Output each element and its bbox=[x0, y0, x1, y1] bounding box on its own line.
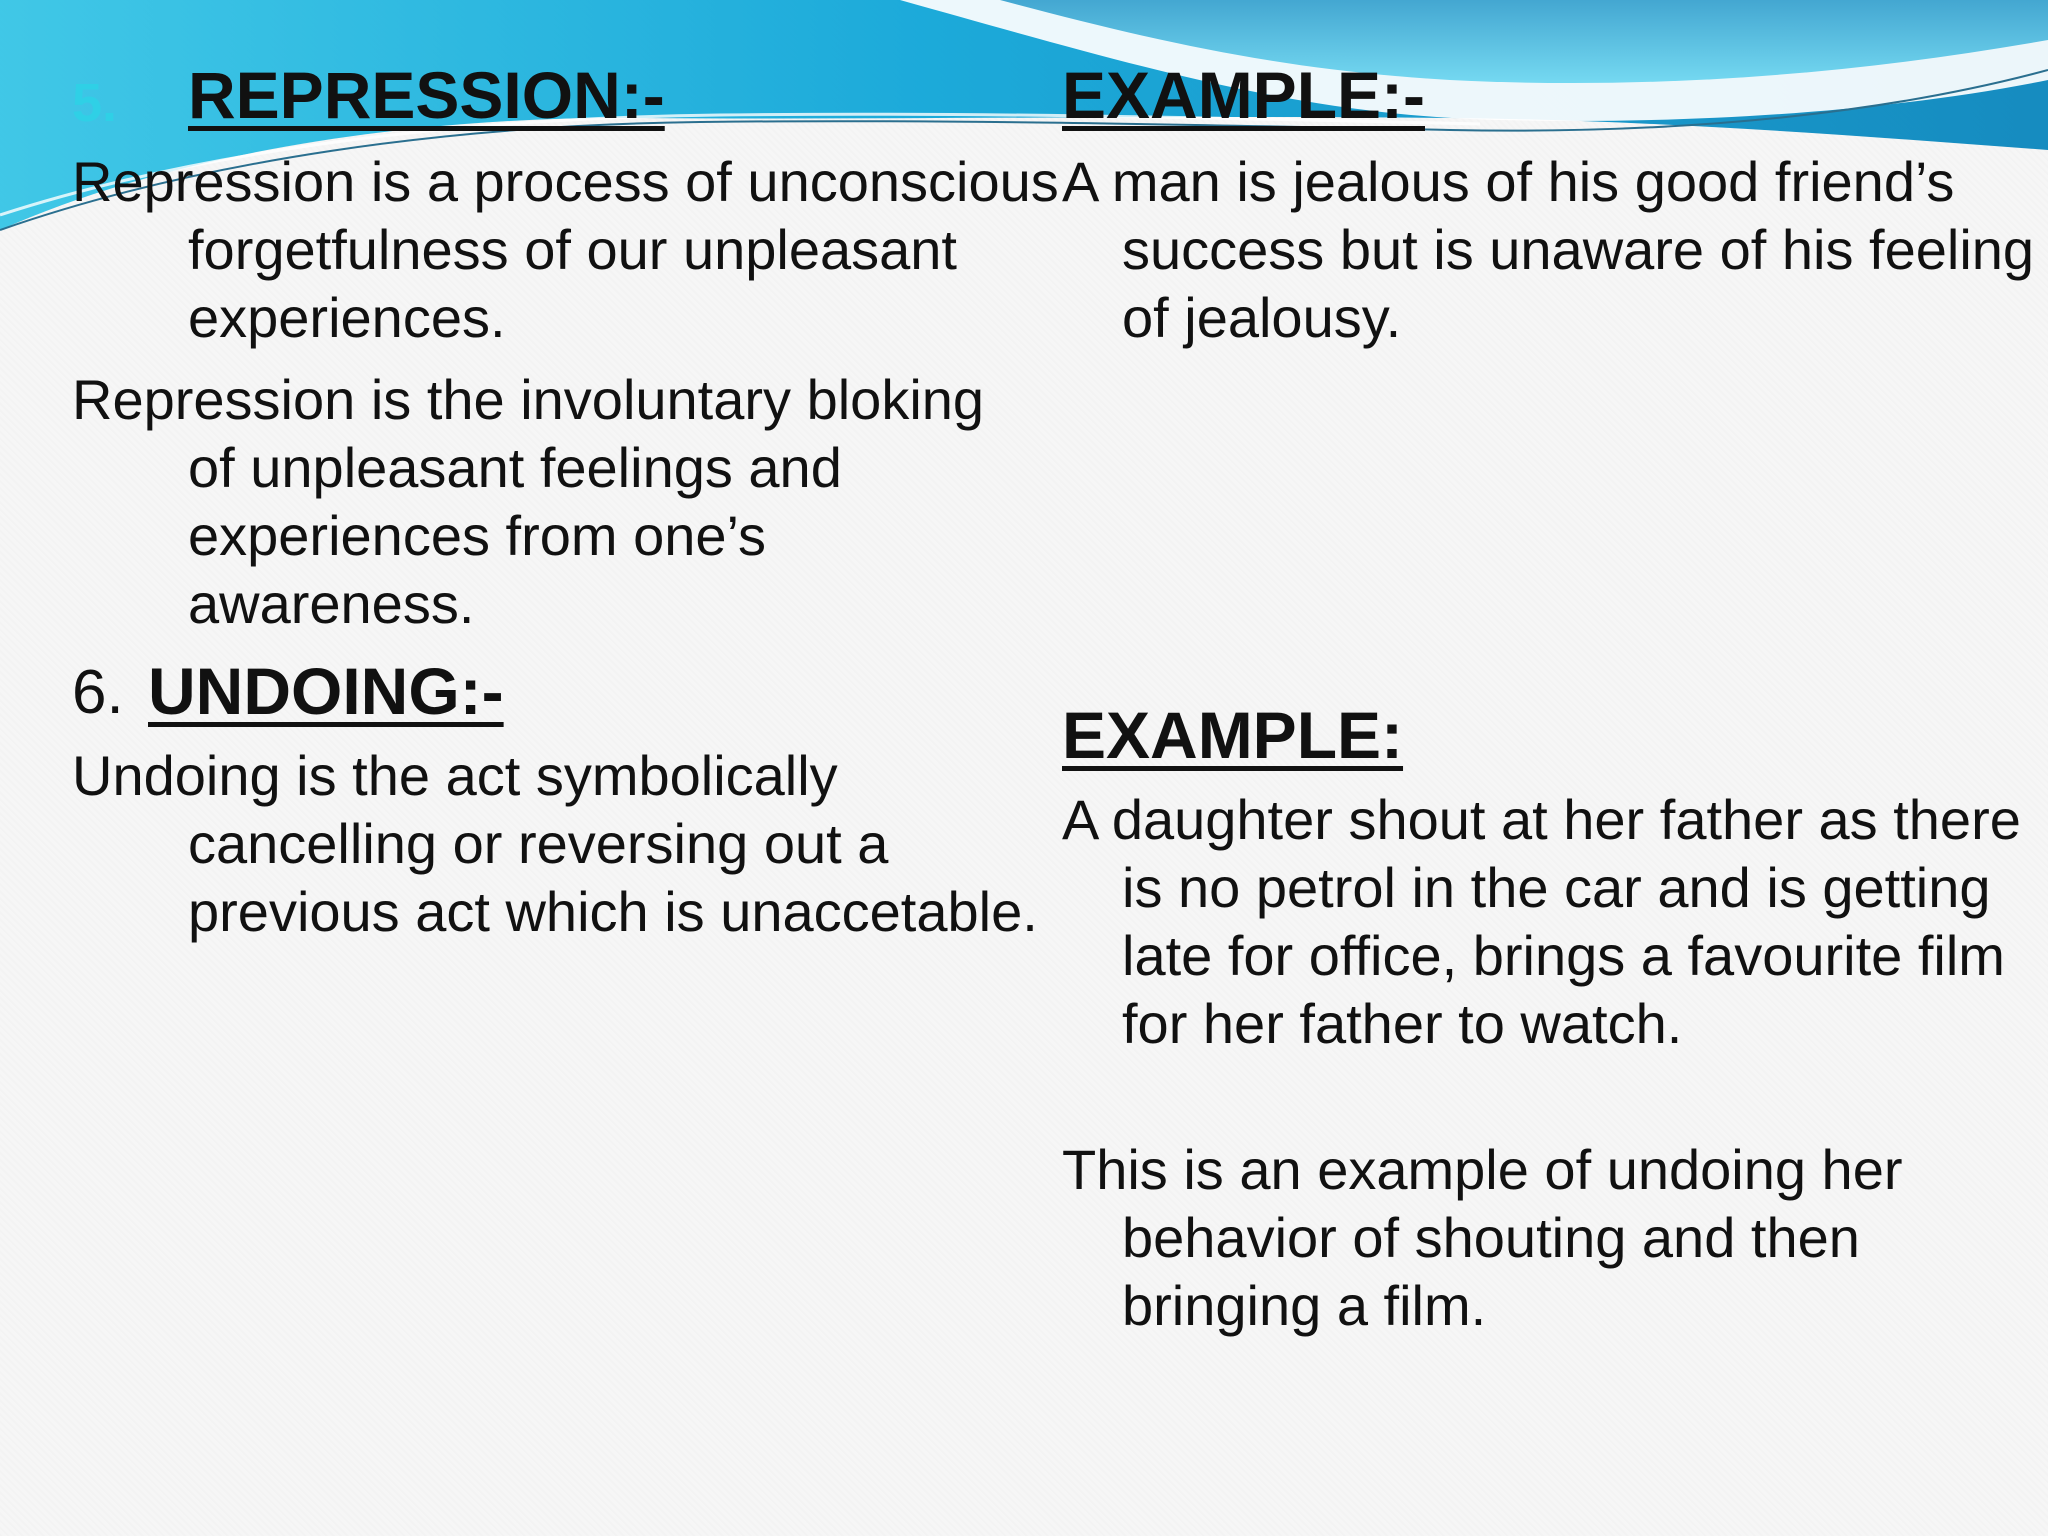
repression-paragraph-2: Repression is the involuntary bloking of unpleasant feelings and experiences from one’s awareness. bbox=[72, 368, 985, 635]
example-heading-1: EXAMPLE:- bbox=[1062, 58, 1425, 132]
example-1-paragraph: A man is jealous of his good friend’s success but is unaware of his feeling of jealousy. bbox=[1062, 150, 2035, 349]
example-2-paragraph-1: A daughter shout at her father as there is no petrol in the car and is getting late for office, brings a favourite film for her father to watch. bbox=[1062, 788, 2021, 1055]
repression-paragraph-1: Repression is a process of unconscious forgetfulness of our unpleasant experiences. bbox=[72, 150, 1059, 349]
repression-heading: REPRESSION:- bbox=[188, 58, 665, 132]
example-2-paragraph-2: This is an example of undoing her behavior of shouting and then bringing a film. bbox=[1062, 1138, 1903, 1337]
section-number-6: 6. bbox=[72, 658, 124, 727]
example-heading-2: EXAMPLE: bbox=[1062, 698, 1404, 772]
undoing-paragraph: Undoing is the act symbolically cancelling or reversing out a previous act which is unaccetable. bbox=[72, 744, 1038, 943]
undoing-heading: UNDOING:- bbox=[148, 654, 504, 728]
section-number-5: 5. bbox=[72, 73, 118, 133]
